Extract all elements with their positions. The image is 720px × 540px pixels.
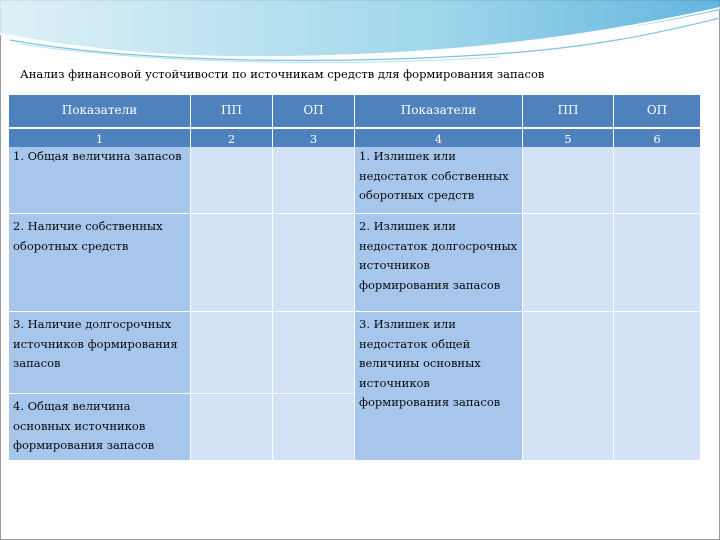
column-number-2: 2: [191, 129, 272, 147]
page-title: Анализ финансовой устойчивости по источникам средств для формирования запасов: [20, 67, 545, 81]
right-row-2-pp-cell: [523, 214, 613, 311]
right-row-1-op-cell: [614, 147, 700, 213]
right-row-1-pp-cell: [523, 147, 613, 213]
column-number-1: 1: [9, 129, 190, 147]
left-row-3-op-cell: [273, 312, 354, 393]
decorative-header-wave: [0, 0, 720, 70]
right-row-2-label: 2. Излишек или недостаток долгосрочных источников формирования запасов: [355, 214, 522, 311]
left-row-1-label: 1. Общая величина запасов: [9, 147, 190, 213]
left-row-2-label: 2. Наличие собственных оборотных средств: [9, 214, 190, 311]
right-row-3-pp-cell: [523, 312, 613, 460]
right-row-3-label: 3. Излишек или недостаток общей величины основных источников формирования запасов: [355, 312, 522, 460]
header-pp-right: ПП: [523, 95, 613, 127]
column-number-6: 6: [614, 129, 700, 147]
column-number-4: 4: [355, 129, 522, 147]
header-op-right: ОП: [614, 95, 700, 127]
left-row-1-op-cell: [273, 147, 354, 213]
left-row-4-op-cell: [273, 394, 354, 460]
left-row-4-label: 4. Общая величина основных источников формирования запасов: [9, 394, 190, 460]
left-row-2-op-cell: [273, 214, 354, 311]
right-row-2-op-cell: [614, 214, 700, 311]
right-row-1-label: 1. Излишек или недостаток собственных оборотных средств: [355, 147, 522, 213]
left-row-3-pp-cell: [191, 312, 272, 393]
right-row-3-op-cell: [614, 312, 700, 460]
left-row-2-pp-cell: [191, 214, 272, 311]
column-number-5: 5: [523, 129, 613, 147]
left-row-1-pp-cell: [191, 147, 272, 213]
header-indicators-right: Показатели: [355, 95, 522, 127]
header-indicators-left: Показатели: [9, 95, 190, 127]
header-op-left: ОП: [273, 95, 354, 127]
left-row-3-label: 3. Наличие долгосрочных источников формирования запасов: [9, 312, 190, 393]
header-pp-left: ПП: [191, 95, 272, 127]
column-number-3: 3: [273, 129, 354, 147]
left-row-4-pp-cell: [191, 394, 272, 460]
